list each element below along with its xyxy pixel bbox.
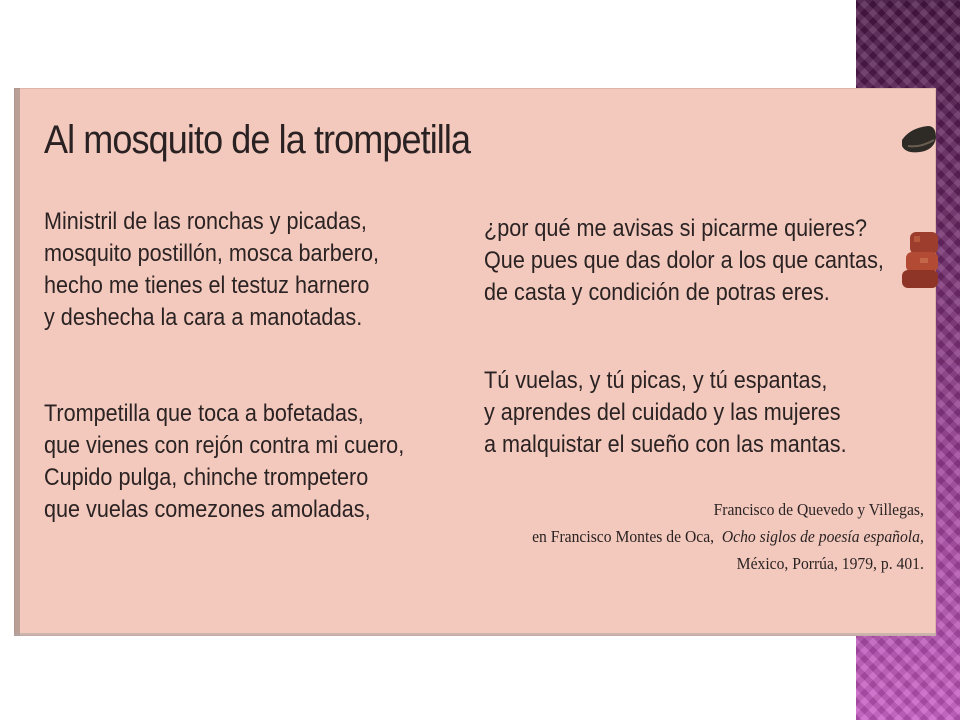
shoe-and-stones-illustration <box>880 0 940 290</box>
citation-publisher: México, Porrúa, 1979, p. 401. <box>736 554 924 573</box>
verse-line: que vuelas comezones amoladas, <box>44 496 371 523</box>
verse-line: Ministril de las ronchas y picadas, <box>44 208 367 235</box>
citation <box>532 496 924 577</box>
poem-title: Al mosquito de la trompetilla <box>44 118 471 162</box>
verse-line: a malquistar el sueño con las mantas. <box>484 431 847 458</box>
stanza-3 <box>484 213 884 309</box>
citation-book-title: Ocho siglos de poesía española, <box>721 527 924 546</box>
poem-card <box>14 88 936 636</box>
verse-line: y aprendes del cuidado y las mujeres <box>484 399 841 426</box>
verse-line: Tú vuelas, y tú picas, y tú espantas, <box>484 367 828 394</box>
card-edge-shadow <box>14 88 20 636</box>
verse-line: Trompetilla que toca a bofetadas, <box>44 400 364 427</box>
stanza-2 <box>44 398 404 526</box>
citation-source <box>532 523 924 550</box>
verse-line: de casta y condición de potras eres. <box>484 279 830 306</box>
stanza-1 <box>44 206 379 334</box>
card-bottom-shadow <box>14 633 936 636</box>
verse-line: ¿por qué me avisas si picarme quieres? <box>484 215 867 242</box>
verse-line: hecho me tienes el testuz harnero <box>44 272 370 299</box>
citation-editor: en Francisco Montes de Oca, <box>532 527 715 546</box>
stanza-4 <box>484 365 847 461</box>
verse-line: mosquito postillón, mosca barbero, <box>44 240 379 267</box>
citation-author: Francisco de Quevedo y Villegas, <box>713 500 924 519</box>
verse-line: que vienes con rejón contra mi cuero, <box>44 432 405 459</box>
verse-line: Cupido pulga, chinche trompetero <box>44 464 369 491</box>
verse-line: y deshecha la cara a manotadas. <box>44 304 363 331</box>
verse-line: Que pues que das dolor a los que cantas, <box>484 247 884 274</box>
